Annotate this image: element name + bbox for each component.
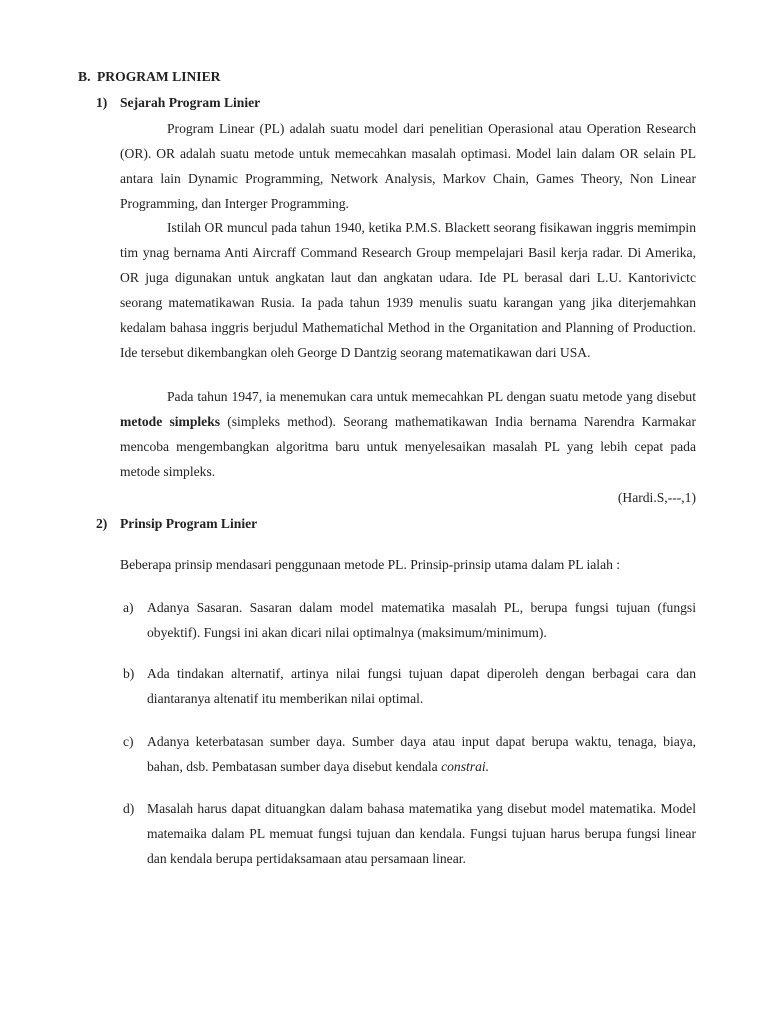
section-letter: B. [78,69,91,84]
list-item [123,595,696,645]
list-item-text-main: Adanya keterbatasan sumber daya. Sumber daya atau input dapat berupa waktu, tenaga, biaya, bahan, dsb. Pembatasan sumber daya disebut kendala [147,734,696,774]
paragraph-3-text-b: (simpleks method). Seorang mathematikawan India bernama Narendra Karmakar mencoba mengembangkan algoritma baru untuk menyelesaikan masalah PL yang lebih cepat pada metode simpleks. [120,414,696,479]
metode-simpleks-term: metode simpleks [120,414,221,429]
list-marker: d) [123,801,135,816]
paragraph-3 [120,384,696,484]
principles-intro: Beberapa prinsip mendasari penggunaan metode PL. Prinsip-prinsip utama dalam PL ialah : [120,557,621,572]
list-item [123,796,696,871]
paragraph-2: Istilah OR muncul pada tahun 1940, ketika P.M.S. Blackett seorang fisikawan inggris memimpin tim ynag bernama Anti Aircraff Command Research Group mempelajari Basil kerja radar. Di Amerika, OR juga digunakan untuk angkatan laut dan angkatan udara. Ide PL berasal dari L.U. Kantorivictc seorang matematikawan Rusia. Ia pada tahun 1939 menulis suatu karangan yang jika diterjemahkan kedalam bahasa inggris berjudul Mathematichal Method in the Organitation and Planning of Production. Ide tersebut dikembangkan oleh George D Dantzig seorang matematikawan dari USA. [120,220,696,360]
list-item-text [147,729,696,779]
list-item-text: Adanya Sasaran. Sasaran dalam model matematika masalah PL, berupa fungsi tujuan (fungsi obyektif). Fungsi ini akan dicari nilai optimalnya (maksimum/minimum). [147,600,696,640]
list-item [123,661,696,711]
list-marker: c) [123,734,134,749]
constrai-term: constrai. [441,759,490,774]
list-marker: a) [123,600,134,615]
subsection-1-number: 1) [96,95,108,110]
paragraph-1: Program Linear (PL) adalah suatu model dari penelitian Operasional atau Operation Research (OR). OR adalah suatu metode untuk memecahkan masalah optimasi. Model lain dalam OR selain PL antara lain Dynamic Programming, Network Analysis, Markov Chain, Games Theory, Non Linear Programming, dan Interger Programming. [120,121,696,211]
subsection-2-heading [96,511,396,536]
subsection-1-heading [96,90,396,115]
paragraph-3-text-a: Pada tahun 1947, ia menemukan cara untuk memecahkan PL dengan suatu metode yang disebut [167,389,696,404]
list-item-text: Masalah harus dapat dituangkan dalam bahasa matematika yang disebut model matematika. Model matemaika dalam PL memuat fungsi tujuan dan kendala. Fungsi tujuan harus berupa fungsi linear dan kendala berupa pertidaksamaan atau persamaan linear. [147,801,696,866]
section-heading [78,64,221,89]
section-title: PROGRAM LINIER [97,69,221,84]
list-item-text: Ada tindakan alternatif, artinya nilai fungsi tujuan dapat diperoleh dengan berbagai cara dan diantaranya altenatif itu memberikan nilai optimal. [147,666,696,706]
subsection-2-title: Prinsip Program Linier [120,516,258,531]
citation: (Hardi.S,---,1) [617,490,696,505]
subsection-2-number: 2) [96,516,108,531]
list-item [123,729,696,779]
list-marker: b) [123,666,135,681]
subsection-1-title: Sejarah Program Linier [120,95,261,110]
